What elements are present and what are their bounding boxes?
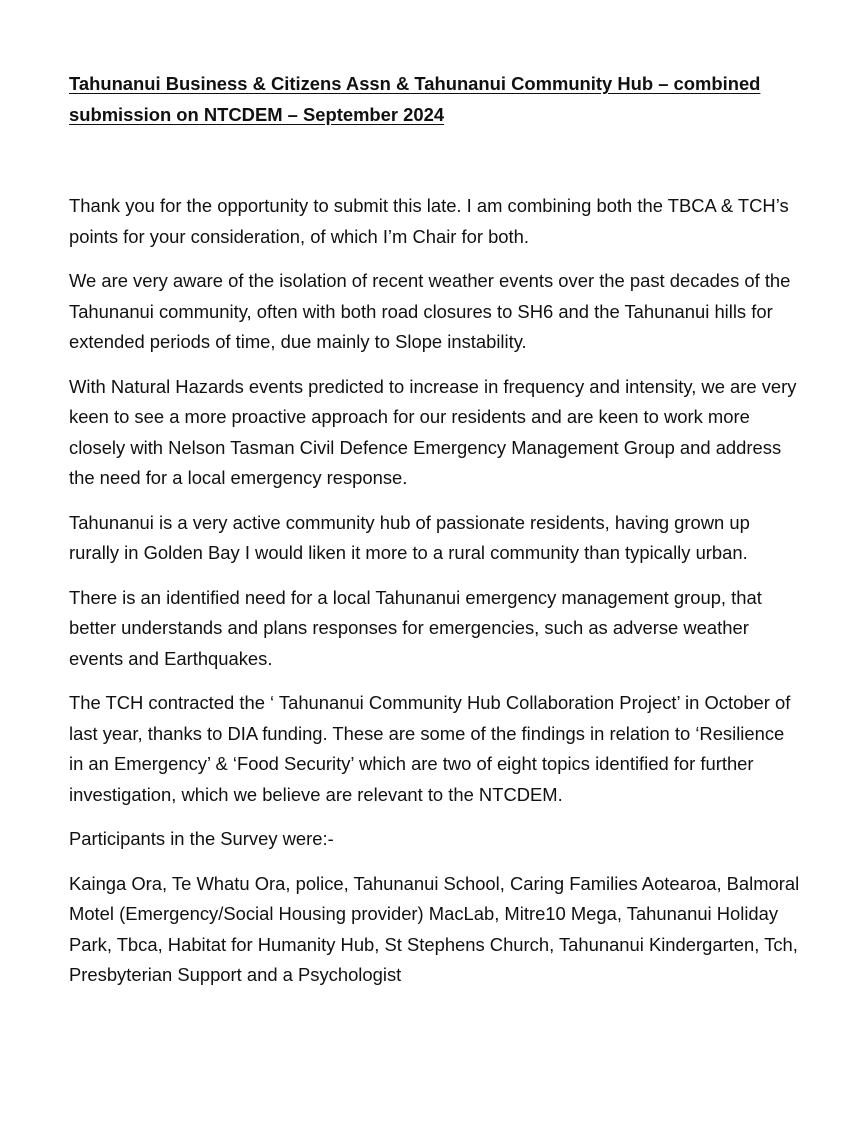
document-title: Tahunanui Business & Citizens Assn & Tahunanui Community Hub – combined submission on NTCDEM – September 2024 [69,73,761,125]
paragraph-natural-hazards: With Natural Hazards events predicted to increase in frequency and intensity, we are very keen to see a more proactive approach for our residents and are keen to work more closely with Nelson Tasman Civil Defence Emergency Management Group and address the need for a local emergency response. [69,375,797,488]
paragraph-isolation: We are very aware of the isolation of recent weather events over the past decades of the Tahunanui community, often with both road closures to SH6 and the Tahunanui hills for extended periods of time, due mainly to Slope instability. [69,270,791,352]
document-body [69,191,803,991]
paragraph-thanks: Thank you for the opportunity to submit this late. I am combining both the TBCA & TCH’s points for your consideration, of which I’m Chair for both. [69,195,789,247]
paragraph-community: Tahunanui is a very active community hub of passionate residents, having grown up rurally in Golden Bay I would liken it more to a rural community than typically urban. [69,511,750,563]
paragraph-collaboration-project: The TCH contracted the ‘ Tahunanui Community Hub Collaboration Project’ in October of last year, thanks to DIA funding. These are some of the findings in relation to ‘Resilience in an Emergency’ & ‘Food Security’ which are two of eight topics identified for further investigation, which we believe are relevant to the NTCDEM. [69,692,791,805]
paragraph-identified-need: There is an identified need for a local Tahunanui emergency management group, that better understands and plans responses for emergencies, such as adverse weather events and Earthquakes. [69,586,762,669]
paragraph-participants-heading: Participants in the Survey were:- [69,828,334,849]
paragraph-participants-list: Kainga Ora, Te Whatu Ora, police, Tahunanui School, Caring Families Aotearoa, Balmoral Motel (Emergency/Social Housing provider) MacLab, Mitre10 Mega, Tahunanui Holiday Park, Tbca, Habitat for Humanity Hub, St Stephens Church, Tahunanui Kindergarten, Tch, Presbyterian Support and a Psychologist [69,872,800,985]
